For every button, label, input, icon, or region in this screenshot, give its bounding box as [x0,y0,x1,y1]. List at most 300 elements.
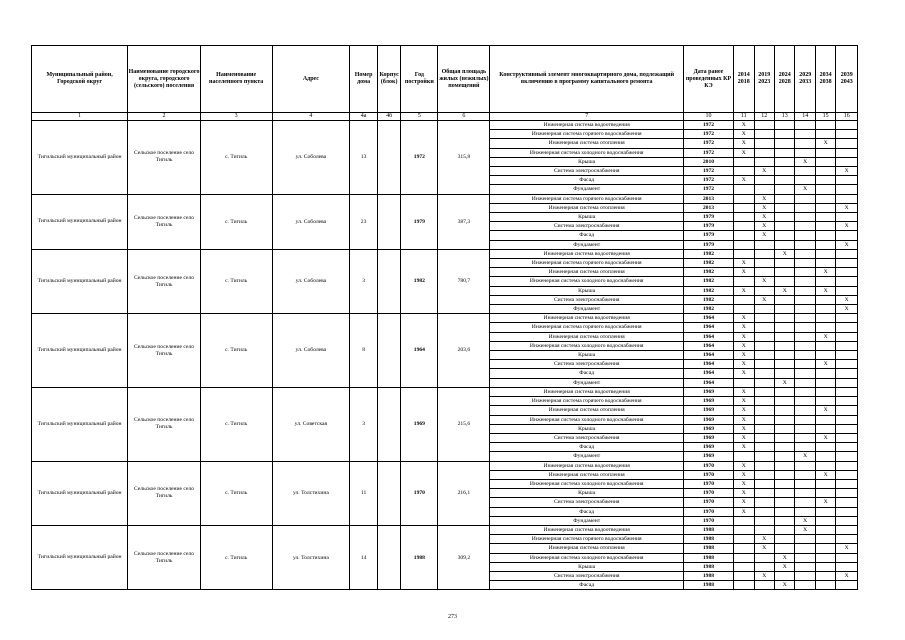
period-mark-cell [836,249,858,258]
period-mark-cell [795,406,815,415]
period-mark-cell [734,378,754,387]
period-mark-cell: X [734,433,754,442]
period-mark-cell [774,470,794,479]
period-mark-cell [754,259,774,268]
period-mark-cell [774,213,794,222]
period-mark-cell [815,259,835,268]
settlement-cell: Сельское поселение село Тигиль [128,525,201,589]
block-cell [377,314,401,388]
period-mark-cell [734,305,754,314]
area-cell: 780,7 [438,249,490,313]
period-mark-cell: X [734,314,754,323]
prior-repair-date-cell: 1970 [683,461,733,470]
build-year-cell: 1964 [401,314,438,388]
period-mark-cell [774,516,794,525]
period-mark-cell [754,286,774,295]
period-mark-cell [815,222,835,231]
period-mark-cell [754,305,774,314]
period-mark-cell: X [754,535,774,544]
period-mark-cell [815,562,835,571]
period-mark-cell [754,351,774,360]
element-name-cell: Инженерная система горячего водоснабжения [490,323,683,332]
prior-repair-date-cell: 1979 [683,231,733,240]
house-number-cell: 3 [350,249,378,313]
period-mark-cell [774,185,794,194]
period-mark-cell [795,571,815,580]
period-mark-cell [754,157,774,166]
period-mark-cell [836,130,858,139]
area-cell: 216,1 [438,461,490,525]
period-mark-cell [754,341,774,350]
period-mark-cell [795,498,815,507]
period-mark-cell [815,461,835,470]
column-header: Муниципальный район, Городской округ [32,46,128,113]
period-mark-cell [774,222,794,231]
period-mark-cell [795,369,815,378]
prior-repair-date-cell: 1988 [683,544,733,553]
prior-repair-date-cell: 1979 [683,240,733,249]
period-mark-cell: X [795,157,815,166]
period-mark-cell [815,157,835,166]
column-number: 15 [815,113,835,121]
period-mark-cell [815,341,835,350]
period-mark-cell [774,461,794,470]
period-mark-cell: X [815,286,835,295]
period-mark-cell [774,139,794,148]
prior-repair-date-cell: 1964 [683,314,733,323]
area-cell: 309,2 [438,525,490,589]
period-mark-cell [774,406,794,415]
prior-repair-date-cell: 1970 [683,507,733,516]
period-mark-cell [836,443,858,452]
street-cell: ул. Толстихина [272,525,350,589]
period-mark-cell [774,121,794,130]
period-mark-cell: X [815,268,835,277]
build-year-cell: 1970 [401,461,438,525]
period-mark-cell [774,452,794,461]
element-name-cell: Система электроснабжения [490,571,683,580]
period-mark-cell [754,139,774,148]
settlement-cell: Сельское поселение село Тигиль [128,249,201,313]
period-mark-cell: X [734,360,754,369]
prior-repair-date-cell: 1969 [683,415,733,424]
period-mark-cell [815,415,835,424]
column-number: 13 [774,113,794,121]
locality-cell: с. Тигиль [200,461,272,525]
period-mark-cell [754,130,774,139]
period-mark-cell [836,268,858,277]
column-number: 14 [795,113,815,121]
period-mark-cell: X [754,544,774,553]
period-mark-cell [836,139,858,148]
period-mark-cell [795,351,815,360]
column-header: 2024 2028 [774,46,794,113]
period-mark-cell: X [754,222,774,231]
element-name-cell: Крыша [490,351,683,360]
locality-cell: с. Тигиль [200,194,272,249]
column-header: Дата ранее проведенных КР КЭ [683,46,733,113]
locality-cell: с. Тигиль [200,387,272,461]
element-name-cell: Инженерная система холодного водоснабжения [490,341,683,350]
period-mark-cell: X [734,470,754,479]
period-mark-cell [836,535,858,544]
element-name-cell: Фасад [490,443,683,452]
prior-repair-date-cell: 1982 [683,249,733,258]
period-mark-cell: X [754,277,774,286]
period-mark-cell [815,351,835,360]
period-mark-cell [815,443,835,452]
prior-repair-date-cell: 2013 [683,203,733,212]
period-mark-cell: X [815,498,835,507]
column-number: 16 [836,113,858,121]
table-row [32,461,858,470]
period-mark-cell: X [734,387,754,396]
prior-repair-date-cell: 1972 [683,148,733,157]
period-mark-cell [836,433,858,442]
table-header [32,46,858,121]
period-mark-cell [815,571,835,580]
block-cell [377,194,401,249]
period-mark-cell [754,240,774,249]
period-mark-cell: X [754,194,774,203]
period-mark-cell [774,525,794,534]
prior-repair-date-cell: 1969 [683,387,733,396]
period-mark-cell: X [734,507,754,516]
prior-repair-date-cell: 1969 [683,443,733,452]
period-mark-cell [795,259,815,268]
period-mark-cell: X [774,562,794,571]
prior-repair-date-cell: 1982 [683,295,733,304]
header-row [32,46,858,113]
period-mark-cell [734,231,754,240]
period-mark-cell [815,516,835,525]
element-name-cell: Инженерная система отопления [490,544,683,553]
period-mark-cell: X [815,433,835,442]
period-mark-cell [836,148,858,157]
period-mark-cell [815,213,835,222]
locality-cell: с. Тигиль [200,314,272,388]
block-cell [377,121,401,195]
period-mark-cell [774,360,794,369]
period-mark-cell [836,562,858,571]
period-mark-cell [795,544,815,553]
period-mark-cell [815,544,835,553]
period-mark-cell [795,167,815,176]
period-mark-cell: X [815,406,835,415]
element-name-cell: Фундамент [490,516,683,525]
period-mark-cell: X [734,259,754,268]
period-mark-cell: X [754,295,774,304]
period-mark-cell [836,378,858,387]
period-mark-cell [836,231,858,240]
period-mark-cell: X [836,167,858,176]
period-mark-cell: X [734,121,754,130]
settlement-cell: Сельское поселение село Тигиль [128,387,201,461]
house-number-cell: 23 [350,194,378,249]
element-name-cell: Фундамент [490,378,683,387]
element-name-cell: Инженерная система водоотведения [490,525,683,534]
period-mark-cell: X [734,139,754,148]
period-mark-cell [774,424,794,433]
period-mark-cell: X [795,452,815,461]
element-name-cell: Крыша [490,213,683,222]
element-name-cell: Фасад [490,231,683,240]
area-cell: 315,8 [438,121,490,195]
period-mark-cell [836,323,858,332]
table-row [32,387,858,396]
period-mark-cell [795,139,815,148]
period-mark-cell [774,295,794,304]
period-mark-cell [754,507,774,516]
period-mark-cell [815,148,835,157]
period-mark-cell [836,516,858,525]
column-number: 4б [377,113,401,121]
element-name-cell: Инженерная система отопления [490,406,683,415]
element-name-cell: Инженерная система холодного водоснабжения [490,479,683,488]
period-mark-cell [836,415,858,424]
period-mark-cell [754,581,774,590]
period-mark-cell [795,479,815,488]
capital-repair-table [31,45,858,590]
period-mark-cell [815,249,835,258]
period-mark-cell [795,535,815,544]
house-number-cell: 13 [350,121,378,195]
period-mark-cell [815,323,835,332]
period-mark-cell [795,332,815,341]
period-mark-cell [815,489,835,498]
period-mark-cell: X [734,369,754,378]
period-mark-cell [754,516,774,525]
period-mark-cell [795,203,815,212]
element-name-cell: Система электроснабжения [490,433,683,442]
period-mark-cell: X [774,581,794,590]
period-mark-cell [795,268,815,277]
column-header: Наименование городского округа, городского (сельского) поселения [128,46,201,113]
period-mark-cell [815,553,835,562]
period-mark-cell [734,157,754,166]
column-number: 3 [200,113,272,121]
column-number: 12 [754,113,774,121]
period-mark-cell [734,167,754,176]
settlement-cell: Сельское поселение село Тигиль [128,121,201,195]
period-mark-cell: X [795,525,815,534]
column-header: 2019 2023 [754,46,774,113]
column-header: Общая площадь жилых (нежилых) помещений [438,46,490,113]
period-mark-cell [795,148,815,157]
prior-repair-date-cell: 1964 [683,323,733,332]
period-mark-cell: X [734,424,754,433]
period-mark-cell [795,249,815,258]
element-name-cell: Инженерная система водоотведения [490,314,683,323]
period-mark-cell: X [754,167,774,176]
page-number: 273 [448,614,457,620]
period-mark-cell [754,176,774,185]
district-cell: Тигильский муниципальный район [32,387,128,461]
settlement-cell: Сельское поселение село Тигиль [128,461,201,525]
period-mark-cell [734,240,754,249]
column-header: Адрес [272,46,350,113]
block-cell [377,249,401,313]
period-mark-cell [795,222,815,231]
element-name-cell: Система электроснабжения [490,222,683,231]
period-mark-cell [734,203,754,212]
period-mark-cell [734,249,754,258]
element-name-cell: Инженерная система холодного водоснабжения [490,277,683,286]
element-name-cell: Инженерная система горячего водоснабжения [490,194,683,203]
prior-repair-date-cell: 1964 [683,369,733,378]
period-mark-cell [774,535,794,544]
period-mark-cell [836,176,858,185]
period-mark-cell [836,369,858,378]
period-mark-cell [754,461,774,470]
period-mark-cell [795,341,815,350]
house-number-cell: 3 [350,387,378,461]
period-mark-cell [774,176,794,185]
period-mark-cell: X [815,360,835,369]
period-mark-cell [836,157,858,166]
column-header: 2014 2018 [734,46,754,113]
prior-repair-date-cell: 1982 [683,259,733,268]
period-mark-cell: X [815,470,835,479]
period-mark-cell [836,277,858,286]
district-cell: Тигильский муниципальный район [32,121,128,195]
prior-repair-date-cell: 1972 [683,176,733,185]
house-number-cell: 14 [350,525,378,589]
column-header: Корпус (блок) [377,46,401,113]
period-mark-cell [795,489,815,498]
period-mark-cell [836,424,858,433]
period-mark-cell [815,130,835,139]
prior-repair-date-cell: 1988 [683,581,733,590]
period-mark-cell [815,295,835,304]
prior-repair-date-cell: 1988 [683,571,733,580]
period-mark-cell: X [836,203,858,212]
table-row [32,194,858,203]
element-name-cell: Инженерная система отопления [490,332,683,341]
period-mark-cell [836,286,858,295]
period-mark-cell [795,562,815,571]
column-number: 2 [128,113,201,121]
period-mark-cell [754,249,774,258]
period-mark-cell [795,194,815,203]
period-mark-cell [754,433,774,442]
period-mark-cell [754,323,774,332]
period-mark-cell [795,121,815,130]
period-mark-cell: X [774,286,794,295]
period-mark-cell [754,489,774,498]
period-mark-cell [795,378,815,387]
element-name-cell: Инженерная система горячего водоснабжения [490,130,683,139]
period-mark-cell [836,489,858,498]
period-mark-cell [795,507,815,516]
prior-repair-date-cell: 1970 [683,479,733,488]
period-mark-cell [836,525,858,534]
district-cell: Тигильский муниципальный район [32,314,128,388]
prior-repair-date-cell: 1969 [683,452,733,461]
area-cell: 203,6 [438,314,490,388]
period-mark-cell [836,581,858,590]
table-body [32,121,858,590]
table-row [32,249,858,258]
build-year-cell: 1982 [401,249,438,313]
period-mark-cell [795,415,815,424]
period-mark-cell [836,461,858,470]
prior-repair-date-cell: 1970 [683,470,733,479]
locality-cell: с. Тигиль [200,525,272,589]
period-mark-cell [774,341,794,350]
period-mark-cell: X [734,461,754,470]
prior-repair-date-cell: 1972 [683,130,733,139]
period-mark-cell [754,314,774,323]
prior-repair-date-cell: 1982 [683,286,733,295]
element-name-cell: Фундамент [490,305,683,314]
build-year-cell: 1979 [401,194,438,249]
street-cell: ул. Соболева [272,314,350,388]
period-mark-cell: X [734,498,754,507]
element-name-cell: Крыша [490,562,683,571]
settlement-cell: Сельское поселение село Тигиль [128,194,201,249]
period-mark-cell [795,231,815,240]
prior-repair-date-cell: 1982 [683,277,733,286]
table-row [32,121,858,130]
column-number: 1 [32,113,128,121]
period-mark-cell [815,231,835,240]
period-mark-cell [815,314,835,323]
period-mark-cell: X [774,378,794,387]
element-name-cell: Инженерная система отопления [490,268,683,277]
period-mark-cell [754,553,774,562]
period-mark-cell [795,240,815,249]
period-mark-cell [734,277,754,286]
area-cell: 387,3 [438,194,490,249]
locality-cell: с. Тигиль [200,121,272,195]
period-mark-cell [815,452,835,461]
block-cell [377,387,401,461]
period-mark-cell [754,378,774,387]
build-year-cell: 1988 [401,525,438,589]
element-name-cell: Система электроснабжения [490,498,683,507]
street-cell: ул. Соболева [272,194,350,249]
period-mark-cell: X [754,203,774,212]
period-mark-cell: X [734,489,754,498]
period-mark-cell: X [734,341,754,350]
period-mark-cell [774,571,794,580]
period-mark-cell: X [795,516,815,525]
house-number-cell: 11 [350,461,378,525]
period-mark-cell [734,553,754,562]
element-name-cell: Система электроснабжения [490,295,683,304]
prior-repair-date-cell: 1988 [683,535,733,544]
period-mark-cell [795,305,815,314]
period-mark-cell [836,351,858,360]
prior-repair-date-cell: 2010 [683,157,733,166]
street-cell: ул. Толстихина [272,461,350,525]
period-mark-cell: X [734,130,754,139]
street-cell: ул. Соболева [272,249,350,313]
period-mark-cell [774,240,794,249]
period-mark-cell [734,562,754,571]
period-mark-cell: X [754,213,774,222]
period-mark-cell [836,194,858,203]
prior-repair-date-cell: 1972 [683,121,733,130]
house-number-cell: 8 [350,314,378,388]
element-name-cell: Инженерная система водоотведения [490,249,683,258]
period-mark-cell [795,360,815,369]
column-number: 7 [490,113,683,121]
period-mark-cell [774,167,794,176]
element-name-cell: Инженерная система холодного водоснабжения [490,553,683,562]
element-name-cell: Фасад [490,369,683,378]
